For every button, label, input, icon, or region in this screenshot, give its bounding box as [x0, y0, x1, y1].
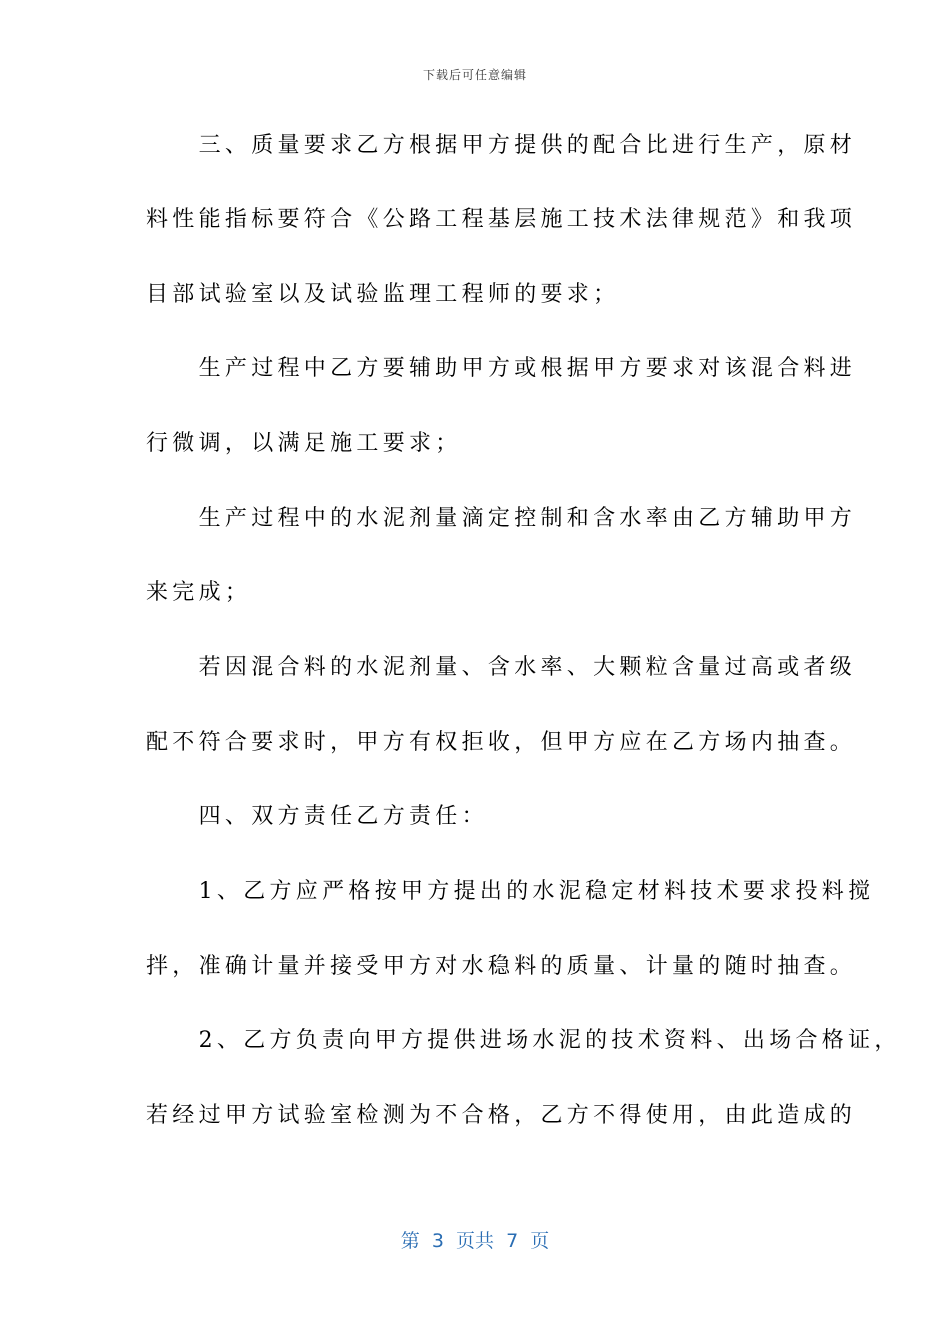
- body-line-13: 2、乙方负责向甲方提供进场水泥的技术资料、出场合格证，: [146, 1028, 901, 1053]
- body-line-7: 来完成；: [146, 580, 252, 605]
- body-line-1: 三、质量要求乙方根据甲方提供的配合比进行生产，原材: [146, 133, 857, 158]
- body-line-14: 若经过甲方试验室检测为不合格，乙方不得使用，由此造成的: [146, 1103, 857, 1128]
- page-number-footer: 第 3 页共 7 页: [400, 1230, 550, 1252]
- body-line-11: 1、乙方应严格按甲方提出的水泥稳定材料技术要求投料搅: [146, 879, 875, 904]
- body-line-9: 配不符合要求时，甲方有权拒收，但甲方应在乙方场内抽查。: [146, 730, 857, 755]
- body-line-5: 行微调，以满足施工要求；: [146, 431, 462, 456]
- page-header: 下载后可任意编辑: [422, 68, 527, 82]
- body-line-10: 四、双方责任乙方责任：: [146, 804, 488, 829]
- body-line-6: 生产过程中的水泥剂量滴定控制和含水率由乙方辅助甲方: [146, 506, 857, 531]
- body-line-8: 若因混合料的水泥剂量、含水率、大颗粒含量过高或者级: [146, 655, 857, 680]
- body-line-2: 料性能指标要符合《公路工程基层施工技术法律规范》和我项: [146, 207, 857, 232]
- body-line-3: 目部试验室以及试验监理工程师的要求；: [146, 282, 620, 307]
- body-line-4: 生产过程中乙方要辅助甲方或根据甲方要求对该混合料进: [146, 356, 857, 381]
- body-line-12: 拌，准确计量并接受甲方对水稳料的质量、计量的随时抽查。: [146, 954, 857, 979]
